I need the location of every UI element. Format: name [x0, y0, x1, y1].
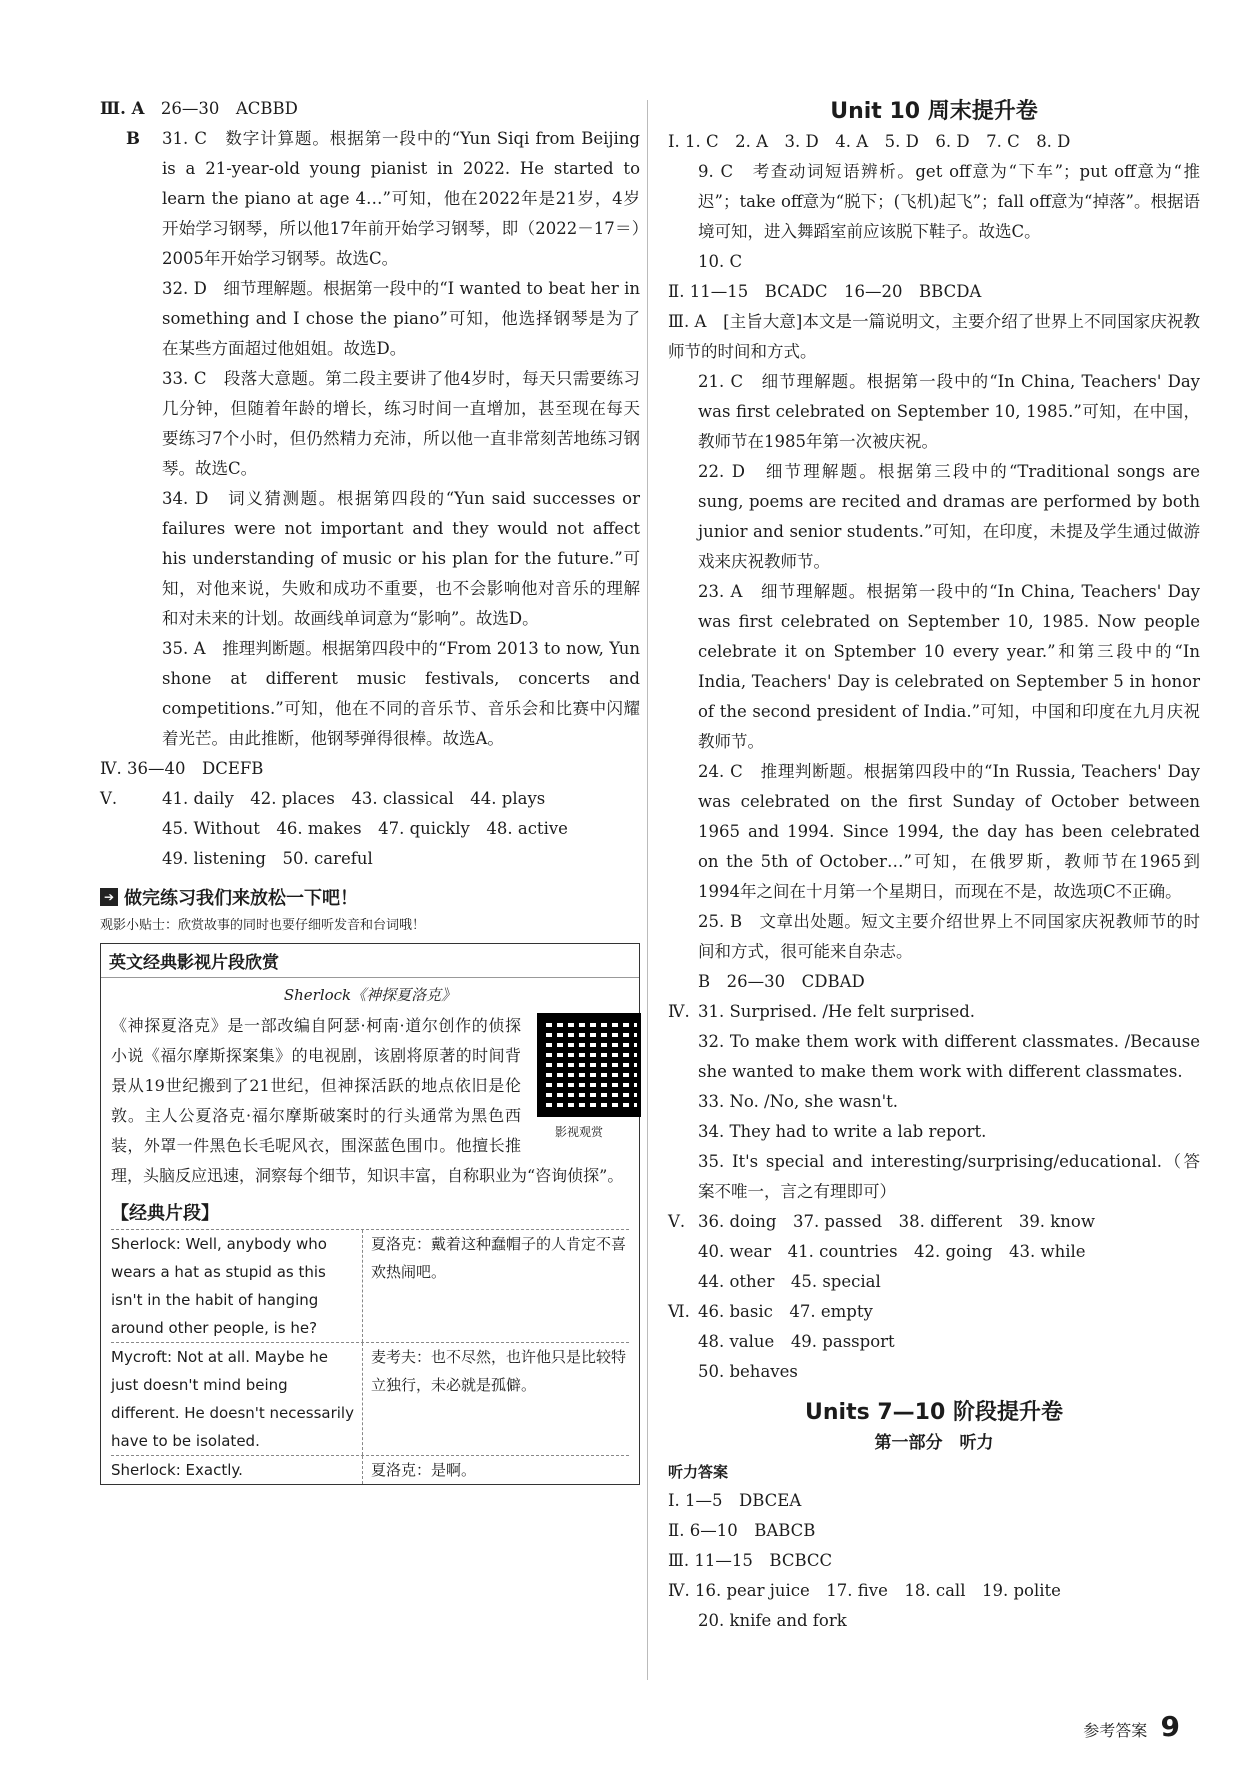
dialog-cn: 夏洛克：是啊。 [371, 1461, 477, 1479]
page-number: 9 [1160, 1710, 1180, 1743]
answer-21: 21. C 细节理解题。根据第一段中的“In China, Teachers' Day was first celebrated on September 10, 1985.”可知，在中国，教师节在1985年第一次被庆祝。 [698, 372, 1200, 451]
answer-34: 34. D 词义猜测题。根据第四段的“Yun said successes or failures were not important and they would not affect his understanding of music or his plan for the future.”可知，对他来说，失败和成功不重要，也不会影响他对音乐的理解和对未来的计划。故画线单词意为“影响”。故选D。 [162, 489, 640, 628]
relax-heading [100, 884, 640, 910]
sec5-row: 49. listening 50. careful [162, 849, 373, 868]
qr-code-icon[interactable] [537, 1013, 641, 1117]
left-column [100, 94, 640, 1485]
sec5-row: 44. other 45. special [698, 1272, 881, 1291]
sec5-label-r: Ⅴ. [668, 1212, 686, 1231]
section-2-answers: Ⅱ. 11—15 BCADC 16—20 BBCDA [668, 282, 982, 301]
sec6-row: 50. behaves [698, 1362, 798, 1381]
sec5-row: 40. wear 41. countries 42. going 43. while [698, 1242, 1086, 1261]
dialog-row [111, 1342, 629, 1455]
answer-23: 23. A 细节理解题。根据第一段中的“In China, Teachers' Day was first celebrated on September 10, 1985. Now people celebrate it on Sptember 10 every year.”和第三段中的“In India, Teachers' Day is celebrated on September 5 in honor of the second president of India.”可知，中国和印度在九月庆祝教师节。 [698, 582, 1200, 751]
dialog-row [111, 1229, 629, 1342]
listening-label: 听力答案 [668, 1463, 729, 1481]
section-4-left: Ⅳ. 36—40 DCEFB [100, 759, 264, 778]
part-title: 第一部分 听力 [874, 1433, 994, 1453]
dialog-row [111, 1455, 629, 1484]
dialog-en: Sherlock: Well, anybody who wears a hat as stupid as this isn't in the habit of hanging around other people, is he? [111, 1230, 363, 1342]
sec6-label: Ⅵ. [668, 1302, 690, 1321]
units-title: Units 7—10 阶段提升卷 [805, 1400, 1063, 1425]
listening-row: 20. knife and fork [698, 1611, 847, 1630]
dialog-en: Mycroft: Not at all. Maybe he just doesn't mind being different. He doesn't necessarily have to be isolated. [111, 1343, 363, 1455]
listening-row: Ⅲ. 11—15 BCBCC [668, 1551, 833, 1570]
sec5-row: 45. Without 46. makes 47. quickly 48. active [162, 819, 568, 838]
listening-row: Ⅰ. 1—5 DBCEA [668, 1491, 802, 1510]
answer-25: 25. B 文章出处题。短文主要介绍世界上不同国家庆祝教师节的时间和方式，很可能来自杂志。 [698, 912, 1200, 961]
relax-title: 做完练习我们来放松一下吧！ [124, 888, 358, 909]
qr-block[interactable] [529, 1013, 629, 1147]
sec5-row: 41. daily 42. places 43. classical 44. plays [162, 789, 546, 808]
answer-35r: 35. It's special and interesting/surprising/educational.（答案不唯一，言之有理即可） [698, 1152, 1200, 1201]
answer-32r: 32. To make them work with different classmates. /Because she wanted to make them work with different classmates. [698, 1032, 1200, 1081]
unit-title: Unit 10 周末提升卷 [830, 99, 1038, 124]
section-3-intro: Ⅲ. A [主旨大意]本文是一篇说明文，主要介绍了世界上不同国家庆祝教师节的时间和方式。 [668, 312, 1200, 361]
answer-24: 24. C 推理判断题。根据第四段中的“In Russia, Teachers' Day was celebrated on the first Sunday of October between 1965 and 1994. Since 1994, the day has been celebrated on the 5th of October…”可知，在俄罗斯，教师节在1965到1994年之间在十月第一个星期日，而现在不是，故选项C不正确。 [698, 762, 1200, 901]
answer-9: 9. C 考查动词短语辨析。get off意为“下车”；put off意为“推迟”；take off意为“脱下；(飞机)起飞”；fall off意为“掉落”。根据语境可知，进入舞蹈室前应该脱下鞋子。故选C。 [698, 162, 1200, 241]
answer-31: 31. C 数字计算题。根据第一段中的“Yun Siqi from Beijing is a 21-year-old young pianist in 2022. He started to learn the piano at age 4…”可知，他在2022年是21岁，4岁开始学习钢琴，所以他17年前开始学习钢琴，即（2022－17＝）2005年开始学习钢琴。故选C。 [162, 129, 640, 268]
sec3-label: Ⅲ. A [100, 99, 145, 118]
column-divider [647, 100, 648, 1680]
answer-33: 33. C 段落大意题。第二段主要讲了他4岁时，每天只需要练习几分钟，但随着年龄的增长，练习时间一直增加，甚至现在每天要练习7个小时，但仍然精力充沛，所以他一直非常刻苦地练习钢琴。故选C。 [162, 369, 640, 478]
dialog-cn: 夏洛克：戴着这种蠢帽子的人肯定不喜欢热闹吧。 [371, 1235, 627, 1281]
sec5-label: Ⅴ. [100, 789, 118, 808]
section-3b-answers: B 26—30 CDBAD [698, 972, 865, 991]
qr-label: 影视观赏 [554, 1125, 603, 1139]
sec6-row: 48. value 49. passport [698, 1332, 895, 1351]
sec4-label: Ⅳ. [668, 1002, 690, 1021]
sec3-answers: 26—30 ACBBD [160, 99, 298, 118]
sec5-row: 36. doing 37. passed 38. different 39. know [698, 1212, 1095, 1231]
answer-33r: 33. No. /No, she wasn't. [698, 1092, 899, 1111]
section-1-answers: Ⅰ. 1. C 2. A 3. D 4. A 5. D 6. D 7. C 8. D [668, 132, 1071, 151]
classic-heading: 【经典片段】 [111, 1203, 219, 1224]
answer-32: 32. D 细节理解题。根据第一段中的“I wanted to beat her in something and I chose the piano”可知，他选择钢琴是为了在某些方面超过他姐姐。故选D。 [162, 279, 640, 358]
answer-10: 10. C [698, 252, 743, 271]
arrow-icon: ➔ [100, 888, 118, 906]
dialog-en: Sherlock: Exactly. [111, 1456, 363, 1484]
viewing-tip: 观影小贴士：欣赏故事的同时也要仔细听发音和台词哦！ [100, 918, 426, 933]
movie-box [100, 943, 640, 1485]
movie-box-title: 英文经典影视片段欣赏 [101, 944, 639, 978]
movie-subtitle: Sherlock《神探夏洛克》 [283, 986, 457, 1004]
sec3-b-label: B [126, 129, 140, 148]
right-column [668, 94, 1200, 1636]
page-footer [1083, 1710, 1180, 1743]
listening-row: Ⅳ. 16. pear juice 17. five 18. call 19. polite [668, 1581, 1061, 1600]
sec6-row: 46. basic 47. empty [698, 1302, 873, 1321]
listening-row: Ⅱ. 6—10 BABCB [668, 1521, 816, 1540]
answer-35: 35. A 推理判断题。根据第四段中的“From 2013 to now, Yun shone at different music festivals, concerts and competitions.”可知，他在不同的音乐节、音乐会和比赛中闪耀着光芒。由此推断，他钢琴弹得很棒。故选A。 [162, 639, 640, 748]
dialog-cn: 麦考夫：也不尽然，也许他只是比较特立独行，未必就是孤僻。 [371, 1348, 627, 1394]
answer-34r: 34. They had to write a lab report. [698, 1122, 987, 1141]
answer-31r: 31. Surprised. /He felt surprised. [698, 1002, 976, 1021]
movie-intro: 《神探夏洛克》是一部改编自阿瑟·柯南·道尔创作的侦探小说《福尔摩斯探案集》的电视剧，该剧将原著的时间背景从19世纪搬到了21世纪，但神探活跃的地点依旧是伦敦。主人公夏洛克·福尔摩斯破案时的行头通常为黑色西装，外罩一件黑色长毛呢风衣，围深蓝色围巾。他擅长推理，头脑反应迅速，洞察每个细节，知识丰富，自称职业为“咨询侦探”。 [111, 1016, 624, 1185]
answer-22: 22. D 细节理解题。根据第三段中的“Traditional songs are sung, poems are recited and dramas are performed by both junior and senior students.”可知，在印度，未提及学生通过做游戏来庆祝教师节。 [698, 462, 1200, 571]
section-3-left [100, 94, 640, 874]
footer-label: 参考答案 [1083, 1721, 1148, 1740]
